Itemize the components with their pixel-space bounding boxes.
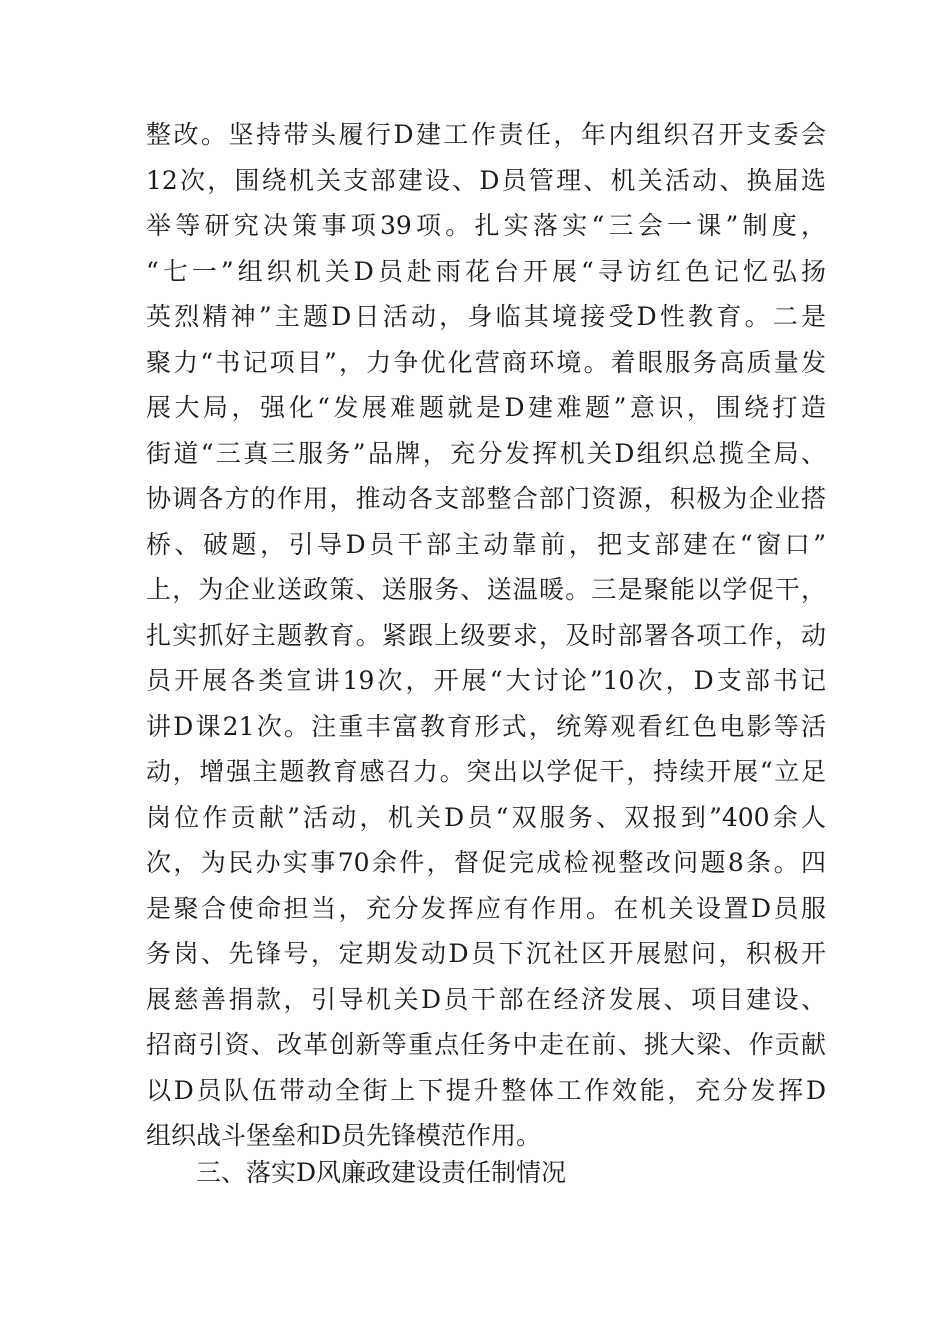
- text-line: 聚力“书记项目”，力争优化营商环境。着眼服务高质量发: [146, 347, 826, 377]
- text-line: 英烈精神”主题D日活动，身临其境接受D性教育。二是: [146, 302, 826, 331]
- text-line: 上，为企业送政策、送服务、送温暖。三是聚能以学促干，: [146, 575, 826, 604]
- text-line: 街道“三真三服务”品牌，充分发挥机关D组织总揽全局、: [146, 438, 826, 468]
- text-line: 组织战斗堡垒和D员先锋模范作用。: [146, 1121, 542, 1150]
- text-line: 整改。坚持带头履行D建工作责任，年内组织召开支委会: [146, 120, 826, 149]
- text-line: 动，增强主题教育感召力。突出以学促干，持续开展“立足: [146, 757, 826, 786]
- text-line: 岗位作贡献”活动，机关D员“双服务、双报到”400余人: [146, 802, 826, 832]
- section-heading: 三、落实D风廉政建设责任制情况: [196, 1158, 567, 1187]
- text-line: 招商引资、改革创新等重点任务中走在前、挑大梁、作贡献: [146, 1030, 826, 1059]
- text-line: 12次，围绕机关支部建设、D员管理、机关活动、换届选: [146, 165, 826, 195]
- text-line: “七一”组织机关D员赴雨花台开展“寻访红色记忆弘扬: [146, 256, 826, 286]
- text-line: 举等研究决策事项39项。扎实落实“三会一课”制度，: [146, 211, 826, 240]
- body-paragraph: [146, 112, 826, 1159]
- text-line: 员开展各类宣讲19次，开展“大讨论”10次，D支部书记: [146, 666, 826, 695]
- text-line: 协调各方的作用，推动各支部整合部门资源，积极为企业搭: [146, 484, 826, 513]
- text-line: 是聚合使命担当，充分发挥应有作用。在机关设置D员服: [146, 893, 826, 923]
- text-line: 务岗、先锋号，定期发动D员下沉社区开展慰问，积极开: [146, 939, 826, 968]
- text-line: 次，为民办实事70余件，督促完成检视整改问题8条。四: [146, 848, 826, 877]
- text-line: 讲D课21次。注重丰富教育形式，统筹观看红色电影等活: [146, 711, 826, 741]
- text-line: 桥、破题，引导D员干部主动靠前，把支部建在“窗口”: [146, 529, 826, 559]
- text-line: 以D员队伍带动全街上下提升整体工作效能，充分发挥D: [146, 1075, 826, 1105]
- text-line: 展大局，强化“发展难题就是D建难题”意识，围绕打造: [146, 393, 826, 422]
- text-line: 扎实抓好主题教育。紧跟上级要求，及时部署各项工作，动: [146, 620, 826, 650]
- text-line: 展慈善捐款，引导机关D员干部在经济发展、项目建设、: [146, 984, 826, 1014]
